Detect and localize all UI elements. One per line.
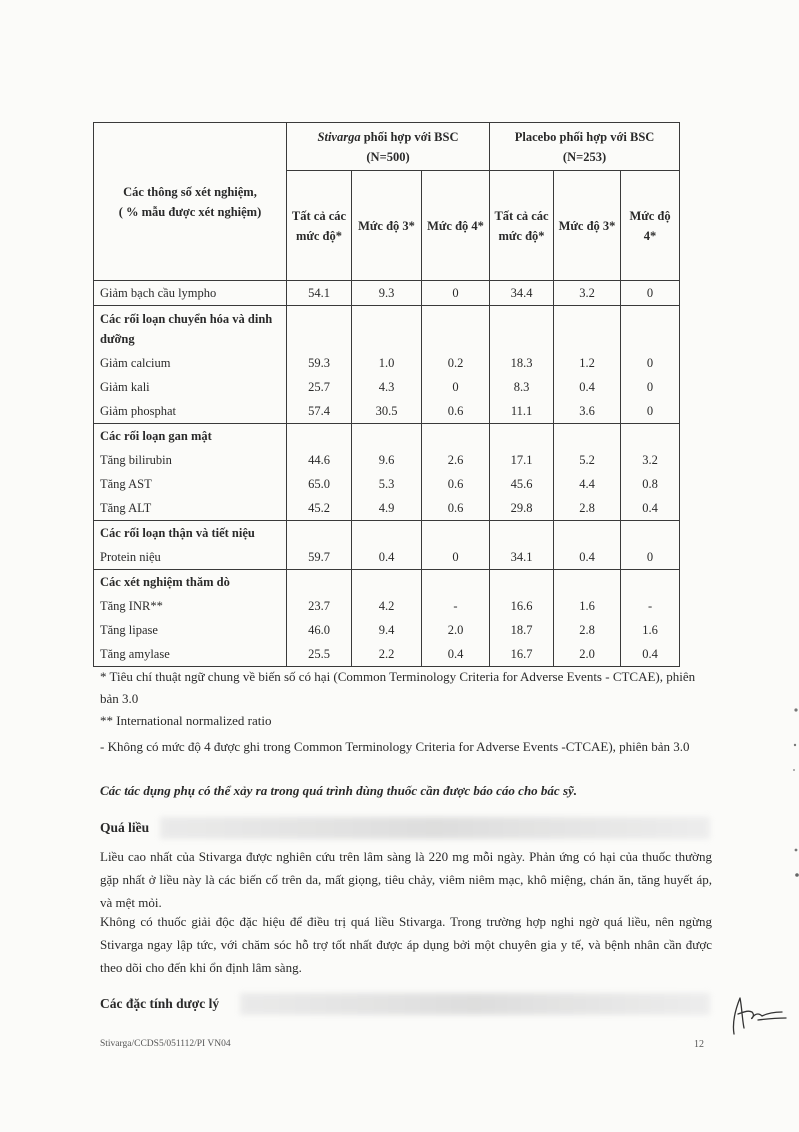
- redaction-bar: [240, 993, 710, 1015]
- cell-value: 1.6: [642, 623, 658, 637]
- cell-value: 0.8: [642, 477, 658, 491]
- placebo-title: Placebo phối hợp với BSC: [514, 129, 655, 144]
- placebo-group-header: [490, 123, 680, 171]
- placebo-n: (N=253): [562, 149, 607, 164]
- cell-value: 18.3: [510, 356, 533, 370]
- row-label: Giảm phosphat: [100, 404, 177, 418]
- cell-value: 34.4: [510, 286, 533, 300]
- cell-value: -: [453, 599, 458, 613]
- cell-value: 17.1: [510, 453, 533, 467]
- cell-value: 0.2: [447, 356, 464, 370]
- cell-value: 0.4: [642, 501, 658, 515]
- cell-value: 45.2: [308, 501, 330, 515]
- row-label: Tăng INR**: [100, 599, 163, 613]
- cell-value: 2.8: [579, 623, 595, 637]
- cell-value: 0.4: [579, 550, 595, 564]
- cell-value: 2.0: [447, 623, 464, 637]
- cell-value: 3.6: [579, 404, 595, 418]
- cell-value: 4.3: [378, 380, 395, 394]
- footnote-grade4: - Không có mức độ 4 được ghi trong Common Terminology Criteria for Adverse Events -CTCAE), phiên bản 3.0: [100, 739, 690, 754]
- cell-value: 16.6: [510, 599, 533, 613]
- row-label: Protein niệu: [100, 550, 161, 564]
- cell-value: 0.4: [378, 550, 395, 564]
- cell-value: 1.2: [579, 356, 595, 370]
- cell-value: 0: [646, 286, 654, 300]
- cell-value: 45.6: [510, 477, 533, 491]
- param-column-header: Các thông số xét nghiệm, ( % mẫu được xét nghiệm): [94, 123, 287, 281]
- overdose-heading: Quá liều: [100, 820, 150, 835]
- placebo-all-grades-header: Tất cả các mức độ*: [490, 171, 554, 281]
- cell-value: 8.3: [513, 380, 530, 394]
- stivarga-name: Stivarga: [317, 129, 361, 144]
- row-label: Tăng lipase: [100, 623, 158, 637]
- stivarga-grade4-header: Mức độ 4*: [422, 171, 490, 281]
- cell-value: 25.7: [308, 380, 330, 394]
- cell-value: 57.4: [308, 404, 330, 418]
- stivarga-all-grades-header: Tất cả các mức độ*: [287, 171, 352, 281]
- section-row-metabolic: [94, 306, 680, 424]
- cell-value: 9.4: [378, 623, 395, 637]
- cell-value: 16.7: [510, 647, 533, 661]
- overdose-paragraph-2: Không có thuốc giải độc đặc hiệu để điều trị quá liều Stivarga. Trong trường hợp nghi ngờ quá liều, nên ngừng Stivarga ngay lập tức, với chăm sóc hỗ trợ tốt nhất được áp dụng bởi một chuyên gia y tế, và bệnh nhân cần được theo dõi cho đến khi ổn định lâm sàng.: [100, 914, 712, 975]
- cell-value: 0: [452, 380, 459, 394]
- cell-value: 5.2: [579, 453, 595, 467]
- cell-value: 9.6: [378, 453, 395, 467]
- cell-value: 44.6: [308, 453, 330, 467]
- cell-value: 0: [646, 404, 654, 418]
- cell-value: 30.5: [375, 404, 398, 418]
- placebo-grade4-header: Mức độ 4*: [621, 171, 680, 281]
- cell-value: 0: [646, 550, 654, 564]
- document-code: Stivarga/CCDS5/051112/PI VN04: [100, 1039, 231, 1049]
- cell-value: 0: [452, 550, 459, 564]
- report-side-effects-line: Các tác dụng phụ có thể xảy ra trong quá trình dùng thuốc cần được báo cáo cho bác sỹ.: [100, 783, 578, 798]
- redaction-bar: [160, 817, 710, 839]
- row-label: Giảm bạch cầu lympho: [100, 286, 217, 300]
- section-title: Các rối loạn chuyển hóa và dinh dưỡng: [100, 312, 273, 346]
- stivarga-combo-text: phối hợp với BSC: [360, 129, 459, 144]
- cell-value: 23.7: [308, 599, 330, 613]
- cell-value: 0.4: [642, 647, 658, 661]
- cell-value: 54.1: [308, 286, 330, 300]
- pharmacology-heading: Các đặc tính dược lý: [100, 996, 220, 1011]
- table-row: [94, 281, 680, 306]
- row-label: Giảm calcium: [100, 356, 171, 370]
- cell-value: 9.3: [378, 286, 395, 300]
- lab-results-table: [93, 122, 680, 667]
- cell-value: 29.8: [510, 501, 533, 515]
- handwritten-signature: [722, 994, 792, 1036]
- cell-value: 0: [646, 356, 654, 370]
- row-label: Tăng bilirubin: [100, 453, 172, 467]
- cell-value: 0.6: [447, 404, 464, 418]
- section-row-tests: [94, 570, 680, 667]
- section-title: Các rối loạn gan mật: [100, 429, 212, 443]
- section-title: Các rối loạn thận và tiết niệu: [100, 526, 255, 540]
- cell-value: 1.0: [378, 356, 395, 370]
- row-label: Giảm kali: [100, 380, 150, 394]
- section-row-kidney: [94, 521, 680, 570]
- row-label: Tăng ALT: [100, 501, 152, 515]
- row-label: Tăng AST: [100, 477, 152, 491]
- cell-value: 2.0: [579, 647, 595, 661]
- footnote-ctcae: * Tiêu chí thuật ngữ chung về biến số có hại (Common Terminology Criteria for Adverse Events - CTCAE), phiên bản 3.0: [100, 669, 696, 706]
- cell-value: 18.7: [510, 623, 533, 637]
- cell-value: 2.2: [378, 647, 395, 661]
- scan-specks: [785, 700, 799, 900]
- cell-value: 5.3: [378, 477, 395, 491]
- placebo-grade3-header: Mức độ 3*: [554, 171, 621, 281]
- overdose-paragraph-1: Liều cao nhất của Stivarga được nghiên cứu trên lâm sàng là 220 mg mỗi ngày. Phản ứng có hại của thuốc thường gặp nhất ở liều này là các biến cố trên da, mất giọng, tiêu chảy, viêm niêm mạc, khô miệng, chán ăn, tăng huyết áp, và mệt mỏi.: [100, 849, 712, 910]
- cell-value: 3.2: [642, 453, 658, 467]
- section-row-liver: [94, 424, 680, 521]
- section-title: Các xét nghiệm thăm dò: [100, 575, 230, 589]
- cell-value: -: [647, 599, 653, 613]
- stivarga-grade3-header: Mức độ 3*: [352, 171, 422, 281]
- cell-value: 0: [646, 380, 654, 394]
- row-label: Tăng amylase: [100, 647, 170, 661]
- stivarga-group-header: [287, 123, 490, 171]
- cell-value: 0.6: [447, 477, 464, 491]
- cell-value: 0.6: [447, 501, 464, 515]
- cell-value: 4.4: [579, 477, 595, 491]
- cell-value: 0.4: [579, 380, 595, 394]
- cell-value: 0: [452, 286, 459, 300]
- cell-value: 59.3: [308, 356, 330, 370]
- cell-value: 3.2: [579, 286, 595, 300]
- cell-value: 11.1: [510, 404, 533, 418]
- cell-value: 0.4: [447, 647, 464, 661]
- cell-value: 46.0: [308, 623, 330, 637]
- cell-value: 1.6: [579, 599, 595, 613]
- cell-value: 4.2: [378, 599, 395, 613]
- cell-value: 65.0: [308, 477, 330, 491]
- page-number: 12: [694, 1039, 704, 1050]
- cell-value: 2.6: [447, 453, 464, 467]
- cell-value: 2.8: [579, 501, 595, 515]
- stivarga-n: (N=500): [366, 149, 410, 164]
- footnote-inr: ** International normalized ratio: [100, 713, 272, 728]
- cell-value: 4.9: [378, 501, 395, 515]
- cell-value: 25.5: [308, 647, 330, 661]
- cell-value: 34.1: [510, 550, 533, 564]
- cell-value: 59.7: [308, 550, 330, 564]
